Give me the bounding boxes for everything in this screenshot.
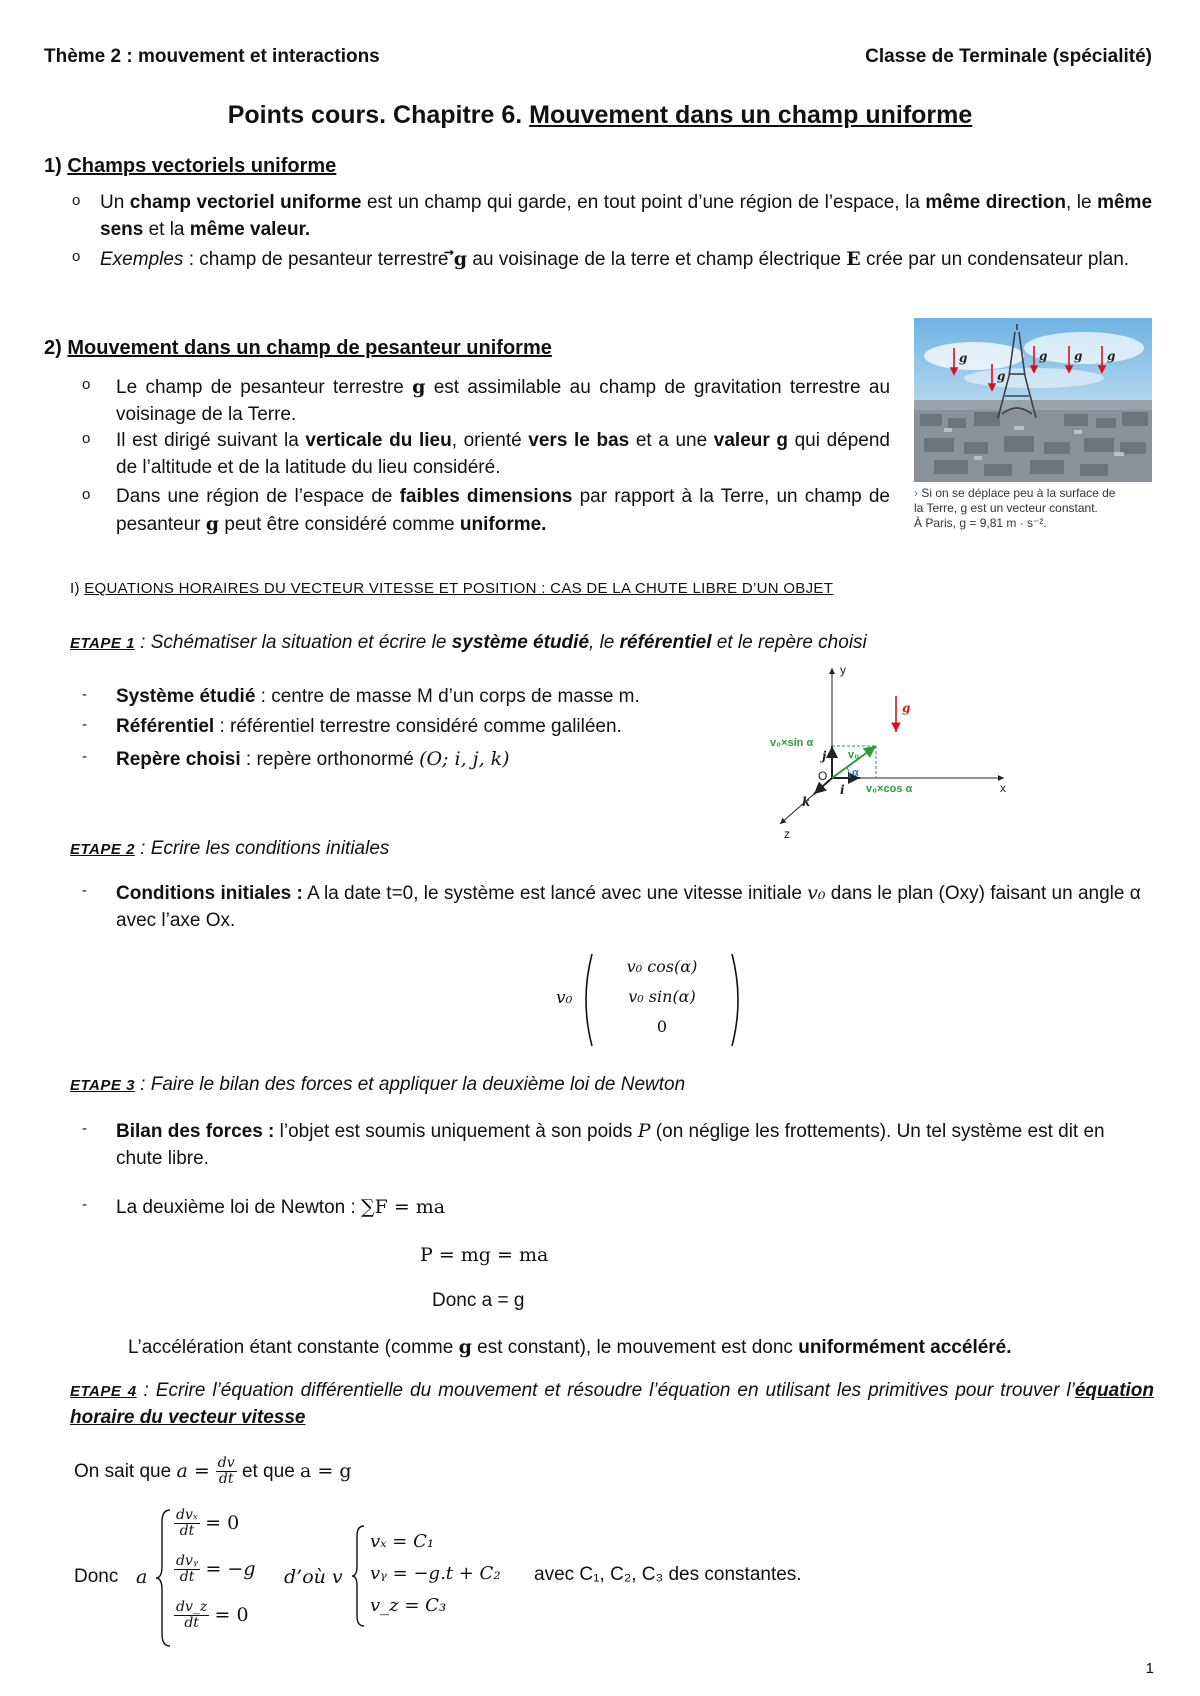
etape-3-label: ETAPE 3 — [70, 1077, 135, 1094]
frac-dvx: dvₓ — [176, 1507, 198, 1523]
axis-y-label: y — [840, 663, 846, 677]
e1-item-2 — [82, 714, 622, 741]
concl-1: L’accélération étant constante (comme — [128, 1337, 459, 1358]
s1b1-t4: même direction — [925, 192, 1067, 213]
bullet-circle-icon: o — [72, 192, 81, 209]
vector-row-2: v₀ sin(α) — [628, 987, 696, 1006]
e3-t1: : Faire le bilan des forces et appliquer la deuxième loi de Newton — [134, 1074, 686, 1095]
section-1-heading — [44, 152, 336, 180]
e1-item-2-bold: Référentiel — [116, 716, 215, 737]
s1b1-t6: même sens — [100, 192, 1153, 240]
s2-bullet-1 — [82, 374, 891, 429]
part-1-roman: I) — [70, 580, 85, 597]
photo-g-label: g — [1074, 349, 1083, 363]
axis-x-label: x — [1000, 781, 1006, 795]
e4-line1b: et que — [241, 1460, 301, 1482]
section-1-number: 1) — [44, 155, 68, 177]
s1b1-t1: Un — [100, 192, 130, 213]
dash-bullet: - — [82, 686, 87, 703]
e1-item-1 — [82, 684, 640, 711]
s2b2-t2: verticale du lieu — [305, 430, 452, 451]
e2-item-1 — [82, 880, 1156, 935]
etape-1-heading — [70, 630, 867, 657]
section-2-heading — [44, 334, 552, 362]
dash-bullet: - — [82, 716, 87, 733]
e3-item-1 — [82, 1118, 1156, 1173]
eiffel-tower-illustration — [914, 318, 1152, 482]
v0cos-label: v₀×cos α — [866, 783, 913, 795]
vector-a: a — [136, 1566, 148, 1588]
vy-eq: vᵧ = −g.t + C₂ — [370, 1563, 501, 1584]
alpha-label: α — [852, 767, 859, 779]
s2b2-t3: , orienté — [451, 430, 529, 451]
e1-t2: système étudié — [451, 632, 590, 653]
vector-row-1: v₀ cos(α) — [626, 957, 698, 976]
s2b2-t7: qui dépend de l’altitude et de la latitude du lieu considéré. — [116, 430, 890, 478]
etape-2-label: ETAPE 2 — [70, 841, 135, 858]
etape-1-label: ETAPE 1 — [70, 635, 135, 652]
e3-b1-rest1: l’objet est soumis uniquement à son poids — [274, 1121, 638, 1142]
vector-g: g — [458, 1336, 472, 1358]
frac-dvz: dv_z — [176, 1599, 208, 1615]
e4-line1a: On sait que — [74, 1460, 177, 1482]
s2b3-t2: faibles dimensions — [399, 486, 573, 507]
v0-label: v₀ — [848, 749, 860, 761]
title-underlined: Mouvement dans un champ uniforme — [529, 101, 973, 129]
eq-y: = −g — [205, 1557, 256, 1580]
photo-g-label: g — [997, 369, 1006, 383]
frac-dt: dt — [218, 1471, 234, 1488]
axis-z-label: z — [784, 827, 790, 840]
caption-chevron-icon: › — [914, 486, 918, 500]
s1b1-t2: champ vectoriel uniforme — [129, 192, 362, 213]
page-title — [0, 98, 1200, 134]
etape-4-heading — [70, 1378, 1154, 1432]
s2b3-t4: peut être considéré comme — [219, 513, 460, 535]
s2b2-t4: vers le bas — [528, 430, 630, 451]
photo-caption — [914, 486, 1154, 531]
e3-b2: La deuxième loi de Newton : — [116, 1197, 362, 1218]
unit-i-label: i — [840, 783, 845, 797]
s1b2-t4: crée par un condensateur plan. — [860, 249, 1130, 270]
newton-law-eq: ∑F = ma — [361, 1196, 446, 1218]
caption-line-2: la Terre, g est un vecteur constant. — [914, 501, 1098, 515]
e1-t5: et le repère choisi — [711, 632, 867, 653]
vector-g: g — [205, 512, 220, 535]
s2b1-t1: Le champ de pesanteur terrestre — [116, 377, 413, 398]
part-1-title: EQUATIONS HORAIRES DU VECTEUR VITESSE ET POSITION : CAS DE LA CHUTE LIBRE D’UN OBJET — [84, 580, 834, 597]
e4-t2: équation horaire du vecteur vitesse — [70, 1380, 1155, 1428]
e1-item-3 — [82, 746, 510, 774]
vz-eq: v_z = C₃ — [370, 1595, 447, 1616]
etape-2-heading — [70, 836, 389, 863]
s1b1-t8: même valeur. — [189, 218, 311, 240]
s1b2-t1: Exemples — [100, 249, 184, 270]
frac-dvy: dvᵧ — [176, 1553, 199, 1569]
dash-bullet: - — [82, 1196, 87, 1213]
e1-item-3-rest: : repère orthonormé — [240, 749, 420, 770]
axes-diagram — [768, 660, 1018, 840]
concl-2: est constant), le mouvement est donc — [471, 1337, 799, 1358]
part-1-heading — [70, 578, 833, 599]
s1b1-t7: et la — [143, 218, 190, 240]
e1-t3: , le — [589, 632, 620, 653]
accel-eq: Donc a = g — [432, 1290, 525, 1311]
s1b2-t3: au voisinage de la terre et champ électrique — [467, 249, 847, 270]
dash-bullet: - — [82, 1120, 87, 1137]
frac-dt: dt — [184, 1615, 199, 1632]
weight-eq: P = mg = ma — [420, 1244, 549, 1266]
section-1-title: Champs vectoriels uniforme — [67, 155, 337, 177]
e1-item-3-bold: Repère choisi — [116, 749, 241, 770]
header-right: Classe de Terminale (spécialité) — [865, 46, 1152, 67]
v0-vector-name: v₀ — [556, 988, 573, 1008]
frac-dv: dv — [217, 1455, 235, 1471]
e4-t1: : Ecrire l’équation différentielle du mouvement et résoudre l’équation en utilisant les primitives pour trouver l’ — [136, 1380, 1075, 1401]
equation-system — [74, 1508, 1074, 1648]
g-vector-label: g — [902, 701, 911, 715]
eq-z: = 0 — [214, 1603, 249, 1626]
a-equals-g: a = g — [300, 1459, 352, 1482]
e1-t4: référentiel — [619, 632, 712, 653]
title-prefix: Points cours. Chapitre 6. — [227, 101, 530, 129]
right-brace-icon — [352, 1524, 366, 1628]
v0sin-label: v₀×sin α — [770, 737, 814, 749]
origin-label: O — [818, 769, 828, 783]
vector-a: a — [176, 1459, 188, 1482]
etape-3-heading — [70, 1072, 685, 1099]
s1b1-t3: est un champ qui garde, en tout point d’une région de l’espace, la — [361, 192, 926, 213]
page-number: 1 — [1145, 1660, 1154, 1677]
bullet-circle-icon: o — [72, 248, 81, 265]
vector-p: P — [637, 1120, 651, 1142]
e2-bold: Conditions initiales : — [116, 883, 303, 904]
vector-e: E — [846, 248, 861, 270]
frac-dt: dt — [179, 1523, 195, 1540]
s2b2-t1: Il est dirigé suivant la — [116, 430, 306, 451]
photo-g-label: g — [1107, 349, 1116, 363]
etape-4-label: ETAPE 4 — [70, 1383, 137, 1400]
section-2-number: 2) — [44, 337, 68, 359]
e2-rest2: dans le plan (Oxy) faisant un angle α avec l’axe Ox. — [116, 883, 1141, 931]
s1-bullet-1 — [72, 190, 1153, 244]
e3-b1-rest2: (on néglige les frottements). Un tel système est dit en chute libre. — [116, 1121, 1105, 1169]
unit-j-label: j — [822, 749, 827, 763]
s2b3-t1: Dans une région de l’espace de — [116, 486, 400, 507]
e3-item-2 — [82, 1194, 446, 1222]
s2-bullet-3 — [82, 484, 890, 539]
s2b1-t2: est assimilable au champ de gravitation terrestre au voisinage de la Terre. — [116, 377, 891, 425]
e1-item-1-rest: : centre de masse M d’un corps de masse m. — [255, 686, 640, 707]
s2b3-t3: par rapport à la Terre, un champ de pesanteur — [116, 486, 890, 535]
e2-t1: : Ecrire les conditions initiales — [134, 838, 390, 859]
vector-g: g — [453, 248, 468, 270]
photo-g-label: g — [1039, 349, 1048, 363]
left-brace-icon — [156, 1508, 172, 1648]
vector-row-3: 0 — [656, 1017, 668, 1036]
dou-v-label: d’où v — [284, 1566, 343, 1588]
vector-g: g — [412, 376, 426, 398]
caption-line-1: Si on se déplace peu à la surface de — [921, 486, 1116, 500]
section-2-title: Mouvement dans un champ de pesanteur uniforme — [67, 337, 552, 359]
bullet-circle-icon: o — [82, 430, 91, 447]
unit-k-label: k — [802, 795, 811, 809]
bullet-circle-icon: o — [82, 486, 91, 503]
eiffel-tower-photo — [914, 318, 1152, 482]
constants-note: avec C₁, C₂, C₃ des constantes. — [534, 1564, 802, 1585]
e4-line-1: On sait que a = $\frac{dv}{dt}$ et que a = g — [74, 1455, 352, 1488]
s1b1-t5: , le — [1066, 192, 1098, 213]
caption-line-3: À Paris, g = 9,81 m · s⁻². — [914, 516, 1047, 530]
vx-eq: vₓ = C₁ — [370, 1531, 435, 1552]
repere-notation: (O; i, j, k) — [419, 748, 510, 770]
s1b2-t2: : champ de pesanteur terrestre — [183, 249, 454, 270]
dash-bullet: - — [82, 882, 87, 899]
e3-b1-bold: Bilan des forces : — [116, 1121, 275, 1142]
s1-bullet-2 — [72, 246, 1152, 274]
bullet-circle-icon: o — [82, 376, 91, 393]
eq-x: = 0 — [205, 1511, 240, 1534]
v0-symbol: v₀ — [807, 882, 826, 904]
concl-bold: uniformément accéléré. — [798, 1337, 1012, 1358]
photo-g-label: g — [959, 351, 968, 365]
frac-dt: dt — [179, 1569, 195, 1586]
e1-item-1-bold: Système étudié — [116, 686, 256, 707]
e2-rest1: A la date t=0, le système est lancé avec une vitesse initiale — [302, 883, 808, 904]
s2b2-t5: et a une — [629, 430, 714, 451]
e1-item-2-rest: : référentiel terrestre considéré comme galiléen. — [214, 716, 622, 737]
s2-bullet-2 — [82, 428, 890, 482]
s2b2-t6: valeur g — [713, 430, 788, 451]
donc-label: Donc — [74, 1566, 119, 1587]
s2b3-t5: uniforme. — [459, 513, 547, 535]
e3-conclusion — [128, 1334, 1012, 1362]
e1-t1: : Schématiser la situation et écrire le — [134, 632, 452, 653]
dash-bullet: - — [82, 748, 87, 765]
header-left: Thème 2 : mouvement et interactions — [44, 46, 380, 67]
